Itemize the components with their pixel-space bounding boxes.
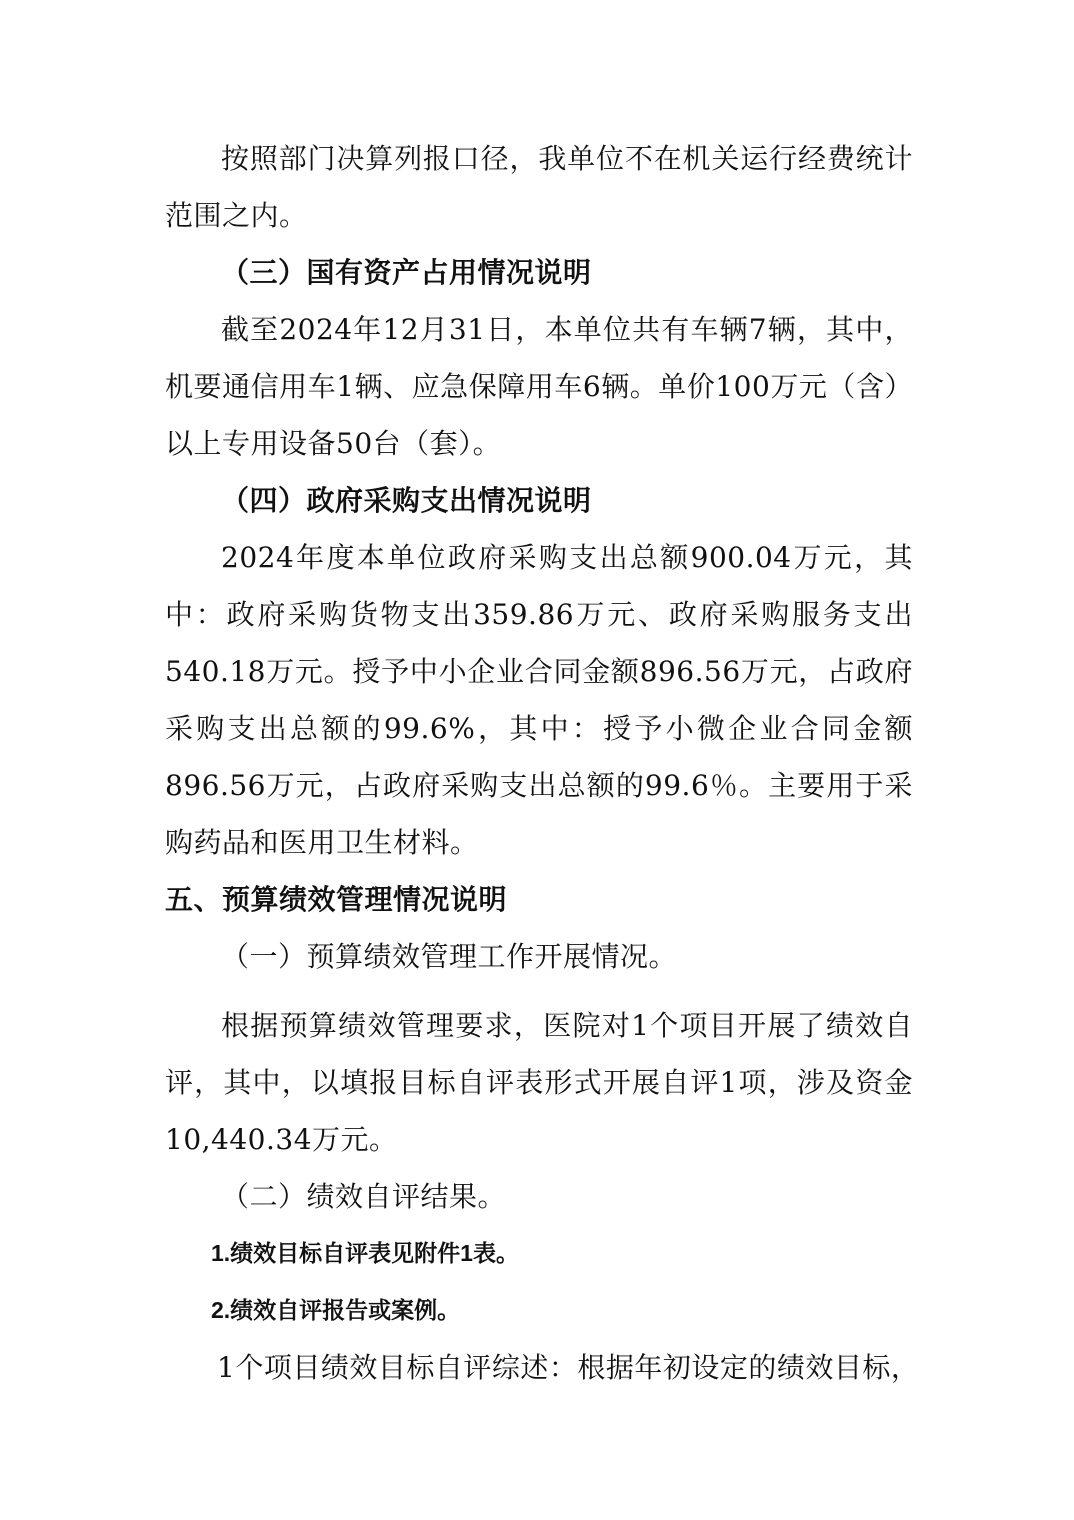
document-page	[165, 130, 920, 1396]
list-item-self-evaluation-report: 2.绩效自评报告或案例。	[211, 1297, 461, 1323]
paragraph-operating-expenses: 按照部门决算列报口径，我单位不在机关运行经费统计范围之内。	[165, 142, 913, 232]
heading-performance-work: （一）预算绩效管理工作开展情况。	[221, 940, 678, 973]
heading-state-assets: （三）国有资产占用情况说明	[221, 256, 592, 289]
heading-self-evaluation-results: （二）绩效自评结果。	[221, 1180, 507, 1213]
paragraph-government-procurement: 2024年度本单位政府采购支出总额900.04万元，其中：政府采购货物支出359.86万元、政府采购服务支出540.18万元。授予中小企业合同金额896.56万元，占政府采购支出总额的99.6%，其中：授予小微企业合同金额896.56万元，占政府采购支出总额的99.6％。主要用于采购药品和医用卫生材料。	[165, 541, 913, 859]
section-heading-performance: 五、预算绩效管理情况说明	[165, 883, 508, 916]
heading-government-procurement: （四）政府采购支出情况说明	[221, 484, 592, 517]
paragraph-state-assets: 截至2024年12月31日，本单位共有车辆7辆，其中，机要通信用车1辆、应急保障用车6辆。单价100万元（含）以上专用设备50台（套）。	[165, 313, 913, 460]
paragraph-project-summary: 1个项目绩效目标自评综述：根据年初设定的绩效目标，	[217, 1351, 920, 1384]
list-item-self-evaluation-table: 1.绩效目标自评表见附件1表。	[211, 1240, 519, 1266]
paragraph-performance-work: 根据预算绩效管理要求，医院对1个项目开展了绩效自评，其中，以填报目标自评表形式开展自评1项，涉及资金10,440.34万元。	[165, 1009, 913, 1156]
